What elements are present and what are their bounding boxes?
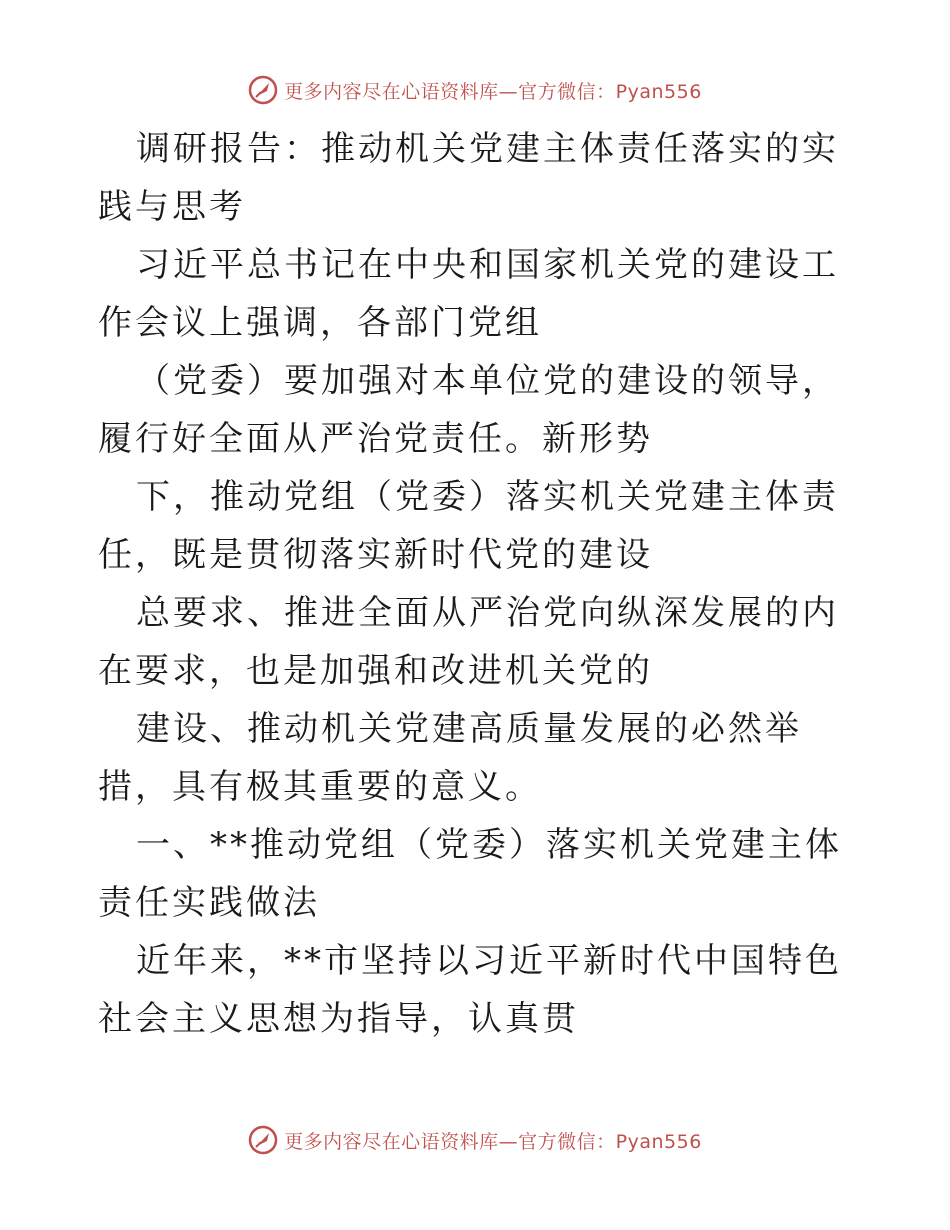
section-heading: 一、**推动党组（党委）落实机关党建主体责任实践做法	[98, 825, 842, 923]
document-title: 调研报告：推动机关党建主体责任落实的实践与思考	[98, 129, 839, 227]
paragraph: 建设、推动机关党建高质量发展的必然举措，具有极其重要的意义。	[98, 709, 802, 807]
paragraph: 近年来，**市坚持以习近平新时代中国特色社会主义思想为指导，认真贯	[98, 941, 842, 1039]
paragraph: （党委）要加强对本单位党的建设的领导，履行好全面从严治党责任。新形势	[98, 361, 839, 459]
paragraph: 习近平总书记在中央和国家机关党的建设工作会议上强调，各部门党组	[98, 245, 839, 343]
paragraph: 总要求、推进全面从严治党向纵深发展的内在要求，也是加强和改进机关党的	[98, 593, 839, 691]
quill-logo-icon	[248, 75, 278, 105]
header-banner-text: 更多内容尽在心语资料库—官方微信：Pyan556	[284, 80, 702, 103]
footer-banner-text: 更多内容尽在心语资料库—官方微信：Pyan556	[284, 1130, 702, 1153]
document-body	[98, 120, 858, 1048]
quill-logo-icon	[248, 1125, 278, 1155]
footer-banner	[0, 1120, 950, 1160]
paragraph: 下，推动党组（党委）落实机关党建主体责任，既是贯彻落实新时代党的建设	[98, 477, 839, 575]
header-banner	[0, 70, 950, 110]
